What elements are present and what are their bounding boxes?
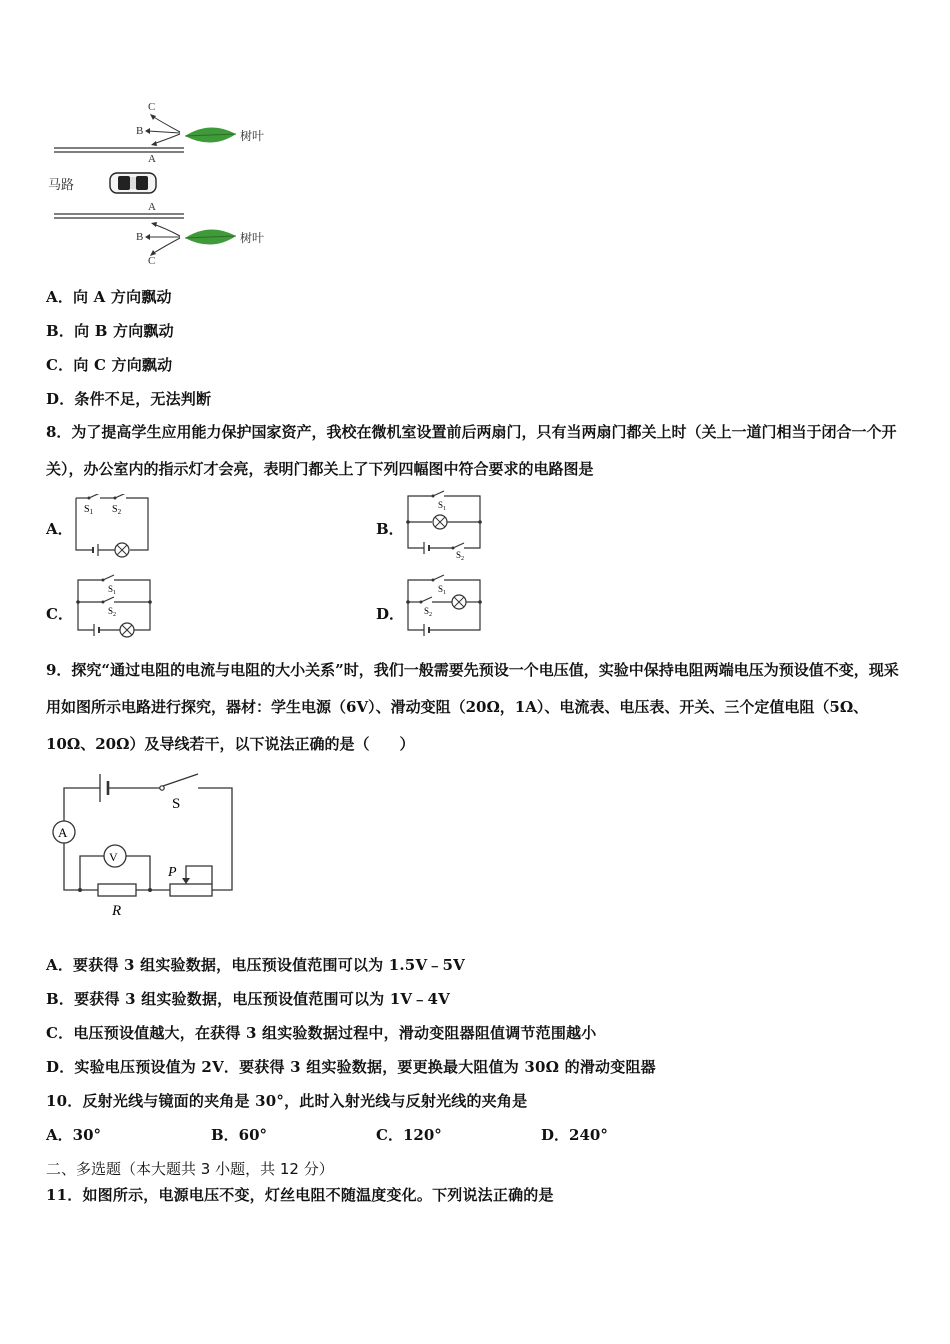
q8-circuit-d [404,574,486,640]
label-b-top: B [136,125,144,137]
q7-option-d: D．条件不足，无法判断 [46,390,212,408]
q10-option-c: C．120° [376,1126,442,1144]
q8-label-d: D． [376,605,405,623]
svg-text:S1: $S_1$ [108,584,117,596]
label-leaf-bottom: 树叶 [240,231,265,245]
label-road: 马路 [48,177,75,192]
q9-option-b: B．要获得 3 组实验数据，电压预设值范围可以为 1V﹣4V [46,990,450,1008]
q10-option-b: B．60° [211,1126,268,1144]
q8-circuit-a [72,494,154,558]
label-b-bottom: B [136,231,144,243]
q8-circuit-c [74,574,156,640]
svg-text:S2: $S_2$ [108,606,117,618]
label-resistor: R [112,903,122,919]
leaf-icon [185,229,236,244]
q7-option-a: A．向 A 方向飘动 [46,288,172,306]
section-title: 二、多选题（本大题共 3 小题，共 12 分） [46,1160,334,1178]
q8-label-b: B． [376,520,404,538]
label-switch: S [172,796,181,812]
label-a-bottom: A [148,201,156,213]
q10-stem: 10．反射光线与镜面的夹角是 30°，此时入射光线与反射光线的夹角是 [46,1092,528,1110]
car-icon [110,173,156,193]
svg-text:S2: $S_2$ [112,504,122,516]
svg-text:S2: $S_2$ [424,606,433,618]
voltmeter-icon [104,845,126,867]
q8-circuit-b [404,490,486,560]
q8-stem: 8．为了提高学生应用能力保护国家资产，我校在微机室设置前后两扇门，只有当两扇门都关上时（关上一道门相当于闭合一个开关），办公室内的指示灯才会亮，表明门都关上了下列四幅图中符合要求的电路图是 [46,423,897,478]
q10-option-d: D．240° [541,1126,608,1144]
svg-text:S1: $S_1$ [438,500,447,512]
q9-stem: 9．探究“通过电阻的电流与电阻的大小关系”时，我们一般需要先预设一个电压值，实验中保持电阻两端电压为预设值不变，现采用如图所示电路进行探究，器材：学生电源（6V）、滑动变阻（20Ω，1A）、电流表、电压表、开关、三个定值电阻（5Ω、10Ω、20Ω）及导线若干，以下说法正确的是（ ） [46,661,899,753]
label-c-bottom: C [148,255,156,267]
label-slider: P [168,865,177,880]
q8-label-c: C． [46,605,73,623]
q9-circuit-figure [42,770,242,922]
svg-text:A: A [58,825,68,840]
q7-option-b: B．向 B 方向飘动 [46,322,174,340]
q10-option-a: A．30° [46,1126,102,1144]
svg-text:S1: $S_1$ [438,584,447,596]
leaf-icon [185,127,236,142]
label-leaf-top: 树叶 [240,129,265,143]
road-leaf-figure [40,96,280,272]
svg-text:S1: $S_1$ [84,504,94,516]
svg-text:S2: $S_2$ [456,550,465,560]
q7-option-c: C．向 C 方向飘动 [46,356,173,374]
label-c-top: C [148,101,156,113]
q9-option-c: C．电压预设值越大，在获得 3 组实验数据过程中，滑动变阻器阻值调节范围越小 [46,1024,597,1042]
q9-option-d: D．实验电压预设值为 2V．要获得 3 组实验数据，要更换最大阻值为 30Ω 的滑动变阻器 [46,1058,656,1076]
svg-text:V: V [109,850,118,864]
q11-stem: 11．如图所示，电源电压不变，灯丝电阻不随温度变化。下列说法正确的是 [46,1186,554,1204]
q8-label-a: A． [46,520,73,538]
ammeter-icon [53,821,75,843]
q9-option-a: A．要获得 3 组实验数据，电压预设值范围可以为 1.5V﹣5V [46,956,465,974]
label-a-top: A [148,153,156,165]
